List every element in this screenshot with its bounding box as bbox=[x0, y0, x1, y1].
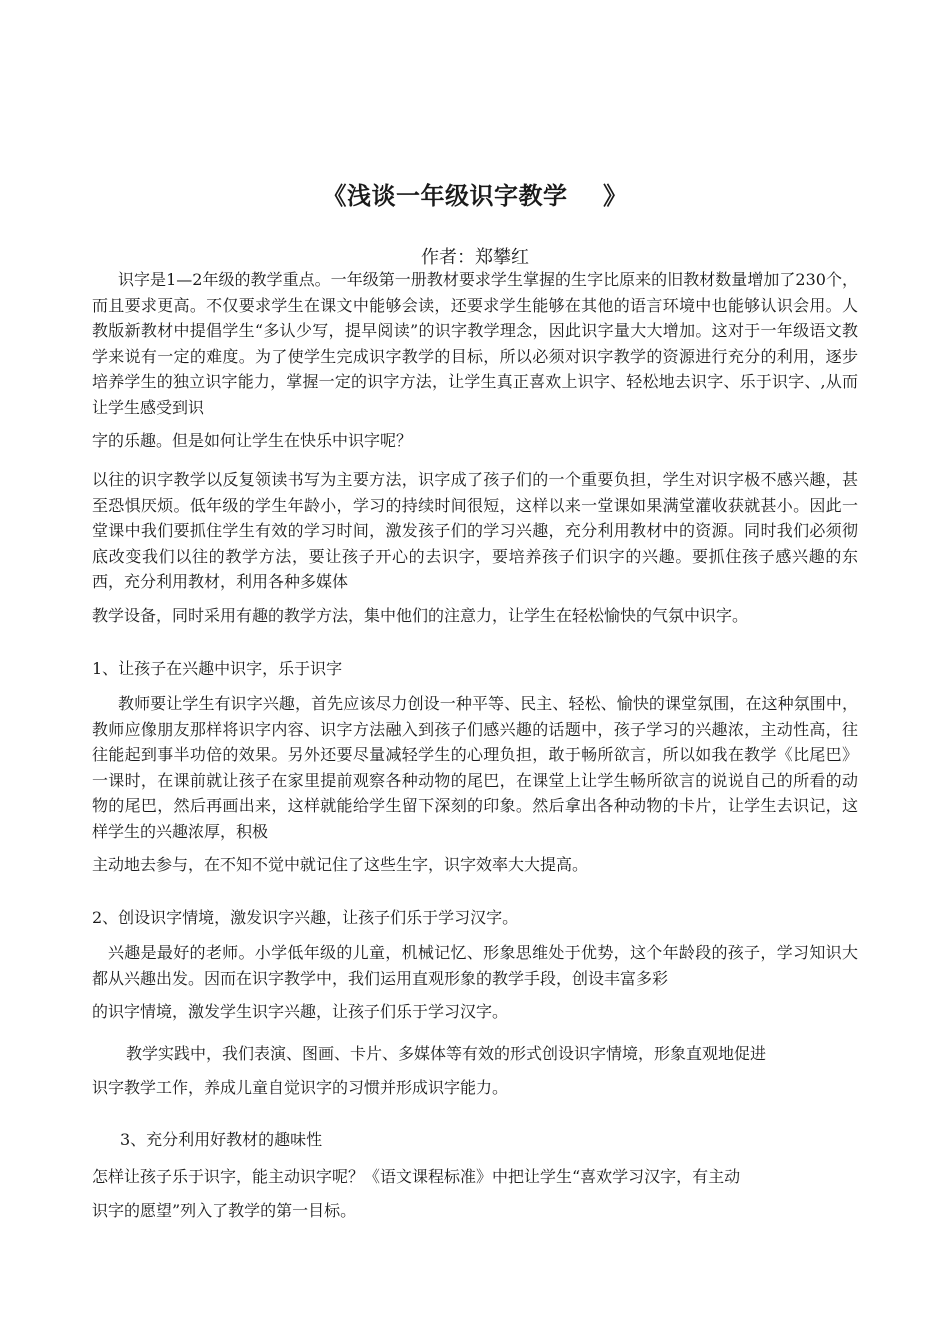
paragraph-last-line: 的识字情境，激发学生识字兴趣，让孩子们乐于学习汉字。 bbox=[92, 1002, 509, 1021]
paragraph-intro bbox=[92, 267, 858, 454]
paragraph-last-line: 主动地去参与，在不知不觉中就记住了这些生字，识字效率大大提高。 bbox=[92, 855, 589, 874]
paragraph-last-line: 教学设备，同时采用有趣的教学方法，集中他们的注意力，让学生在轻松愉快的气氛中识字。 bbox=[92, 605, 749, 625]
paragraph-section-2 bbox=[92, 940, 858, 1025]
paragraph-section-3 bbox=[92, 1164, 858, 1223]
paragraph-last-line: 识字教学工作，养成儿童自觉识字的习惯并形成识字能力。 bbox=[92, 1077, 509, 1097]
document-author: 作者：郑攀红 bbox=[421, 247, 529, 268]
paragraph-methods bbox=[92, 467, 858, 628]
paragraph-body: 怎样让孩子乐于识字，能主动识字呢？《语文课程标准》中把让学生“喜欢学习汉字，有主动 bbox=[92, 1167, 741, 1186]
paragraph-section-1 bbox=[92, 691, 858, 878]
paragraph-last-line: 字的乐趣。但是如何让学生在快乐中识字呢？ bbox=[92, 431, 413, 450]
paragraph-body: 教师要让学生有识字兴趣，首先应该尽力创设一种平等、民主、轻松、愉快的课堂氛围，在这种氛围中，教师应像朋友那样将识字内容、识字方法融入到孩子们感兴趣的话题中，孩子学习的兴趣浓，主动性高，往往能起到事半功倍的效果。另外还要尽量减轻学生的心理负担，敢于畅所欲言，所以如我在教学《比尾巴》一课时，在课前就让孩子在家里提前观察各种动物的尾巴，在课堂上让学生畅所欲言的说说自己的所看的动物的尾巴，然后再画出来，这样就能给学生留下深刻的印象。然后拿出各种动物的卡片，让学生去识记，这样学生的兴趣浓厚，积极 bbox=[92, 694, 858, 841]
section-heading-3: 3、充分利用好教材的趣味性 bbox=[120, 1130, 323, 1149]
paragraph-body: 识字是1—2年级的教学重点。一年级第一册教材要求学生掌握的生字比原来的旧教材数量增加了230个，而且要求更高。不仅要求学生在课文中能够会读，还要求学生能够在其他的语言环境中也能够认识会用。人教版新教材中提倡学生“多认少写，提早阅读”的识字教学理念，因此识字量大大增加。这对于一年级语文教学来说有一定的难度。为了使学生完成识字教学的目标，所以必须对识字教学的资源进行充分的利用，逐步培养学生的独立识字能力，掌握一定的识字方法，让学生真正喜欢上识字、轻松地去识字、乐于识字、,从而让学生感受到识 bbox=[92, 270, 858, 417]
section-heading-1: 1、让孩子在兴趣中识字，乐于识字 bbox=[92, 659, 343, 678]
paragraph-practice bbox=[92, 1041, 858, 1100]
paragraph-body: 兴趣是最好的老师。小学低年级的儿童，机械记忆、形象思维处于优势，这个年龄段的孩子，学习知识大都从兴趣出发。因而在识字教学中，我们运用直观形象的教学手段，创设丰富多彩 bbox=[92, 943, 858, 988]
paragraph-body: 教学实践中，我们表演、图画、卡片、多媒体等有效的形式创设识字情境，形象直观地促进 bbox=[126, 1044, 767, 1063]
paragraph-body: 以往的识字教学以反复领读书写为主要方法，识字成了孩子们的一个重要负担，学生对识字极不感兴趣，甚至恐惧厌烦。低年级的学生年龄小，学习的持续时间很短，这样以来一堂课如果满堂灌收获就甚小。因此一堂课中我们要抓住学生有效的学习时间，激发孩子们的学习兴趣，充分利用教材中的资源。同时我们必须彻底改变我们以往的教学方法，要让孩子开心的去识字，要培养孩子们识字的兴趣。要抓住孩子感兴趣的东西，充分利用教材，利用各种多媒体 bbox=[92, 470, 858, 591]
paragraph-last-line: 识字的愿望”列入了教学的第一目标。 bbox=[92, 1200, 357, 1220]
document-title: 《浅谈一年级识字教学 》 bbox=[322, 181, 628, 210]
section-heading-2: 2、创设识字情境，激发识字兴趣，让孩子们乐于学习汉字。 bbox=[92, 908, 519, 927]
